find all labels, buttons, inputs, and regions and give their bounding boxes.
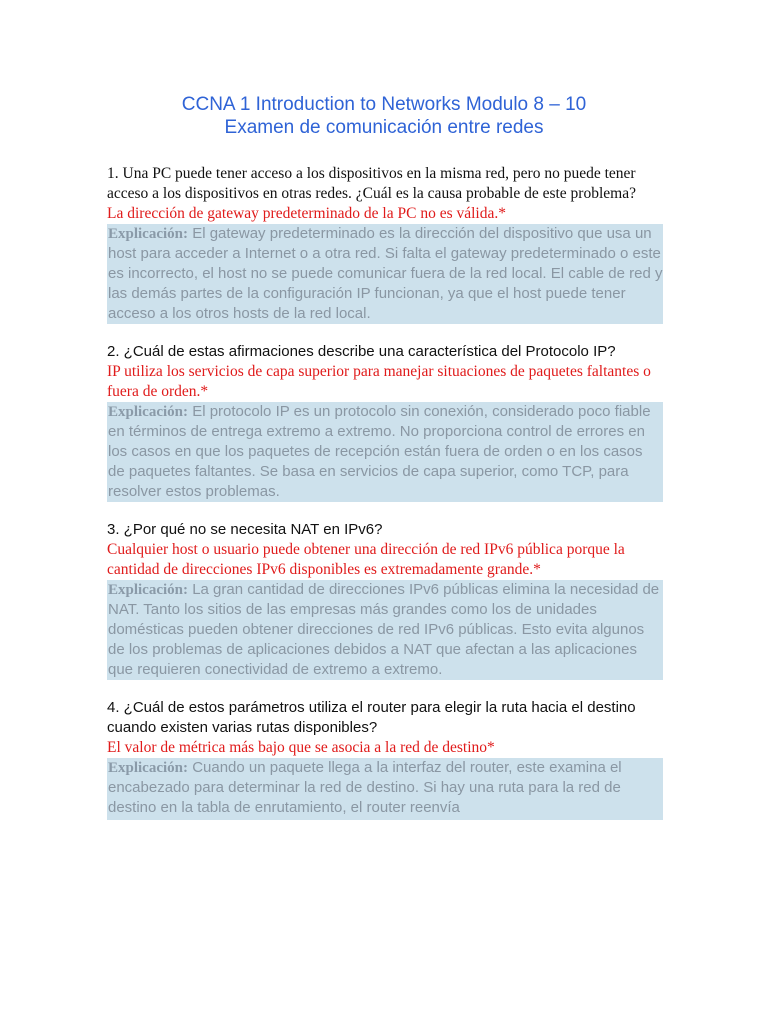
document-title <box>0 93 768 139</box>
question-text: 1. Una PC puede tener acceso a los dispositivos en la misma red, pero no puede tener acceso a los dispositivos en otras redes. ¿Cuál es la causa probable de este problema? <box>107 165 636 202</box>
explanation-box <box>107 580 663 680</box>
question-item-3 <box>107 520 663 680</box>
question-text: 2. ¿Cuál de estas afirmaciones describe una característica del Protocolo IP? <box>107 343 616 360</box>
question-item-1 <box>107 164 663 324</box>
explanation-box <box>107 402 663 502</box>
explanation-text: El gateway predeterminado es la dirección del dispositivo que usa un host para acceder a Internet o a otra red. Si falta el gateway predeterminado o este es incorrecto, el host no se puede comunicar fuera de la red local. El cable de red y las demás partes de la configuración IP funcionan, ya que el host puede tener acceso a los otros hosts de la red local. <box>108 225 663 322</box>
title-line-1: CCNA 1 Introduction to Networks Modulo 8 – 10 <box>181 94 587 115</box>
explanation-box <box>107 224 663 324</box>
answer-text: IP utiliza los servicios de capa superior para manejar situaciones de paquetes faltantes o fuera de orden.* <box>107 363 651 400</box>
title-line-2: Examen de comunicación entre redes <box>224 117 544 138</box>
question-text: 3. ¿Por qué no se necesita NAT en IPv6? <box>107 521 383 538</box>
answer-text: Cualquier host o usuario puede obtener una dirección de red IPv6 pública porque la cantidad de direcciones IPv6 disponibles es extremadamente grande.* <box>107 541 625 578</box>
explanation-label: Explicación: <box>108 582 189 598</box>
questions-list <box>107 164 663 820</box>
explanation-label: Explicación: <box>108 226 189 242</box>
question-text: 4. ¿Cuál de estos parámetros utiliza el router para elegir la ruta hacia el destino cuando existen varias rutas disponibles? <box>107 699 636 736</box>
explanation-text: La gran cantidad de direcciones IPv6 públicas elimina la necesidad de NAT. Tanto los sitios de las empresas más grandes como los de unidades domésticas pueden obtener direcciones de red IPv6 públicas. Esto evita algunos de los problemas de aplicaciones debidos a NAT que afectan a las aplicaciones que requieren conectividad de extremo a extremo. <box>108 581 660 678</box>
question-item-4 <box>107 698 663 820</box>
explanation-label: Explicación: <box>108 760 189 776</box>
explanation-text: Cuando un paquete llega a la interfaz del router, este examina el encabezado para determinar la red de destino. Si hay una ruta para la red de destino en la tabla de enrutamiento, el router reenvía <box>108 759 622 816</box>
explanation-label: Explicación: <box>108 404 189 420</box>
explanation-box <box>107 758 663 820</box>
answer-text: El valor de métrica más bajo que se asocia a la red de destino* <box>107 739 495 756</box>
explanation-text: El protocolo IP es un protocolo sin conexión, considerado poco fiable en términos de entrega extremo a extremo. No proporciona control de errores en los casos en que los paquetes de recepción están fuera de orden o en los casos de paquetes faltantes. Se basa en servicios de capa superior, como TCP, para resolver estos problemas. <box>108 403 651 500</box>
question-item-2 <box>107 342 663 502</box>
answer-text: La dirección de gateway predeterminado de la PC no es válida.* <box>107 205 506 222</box>
